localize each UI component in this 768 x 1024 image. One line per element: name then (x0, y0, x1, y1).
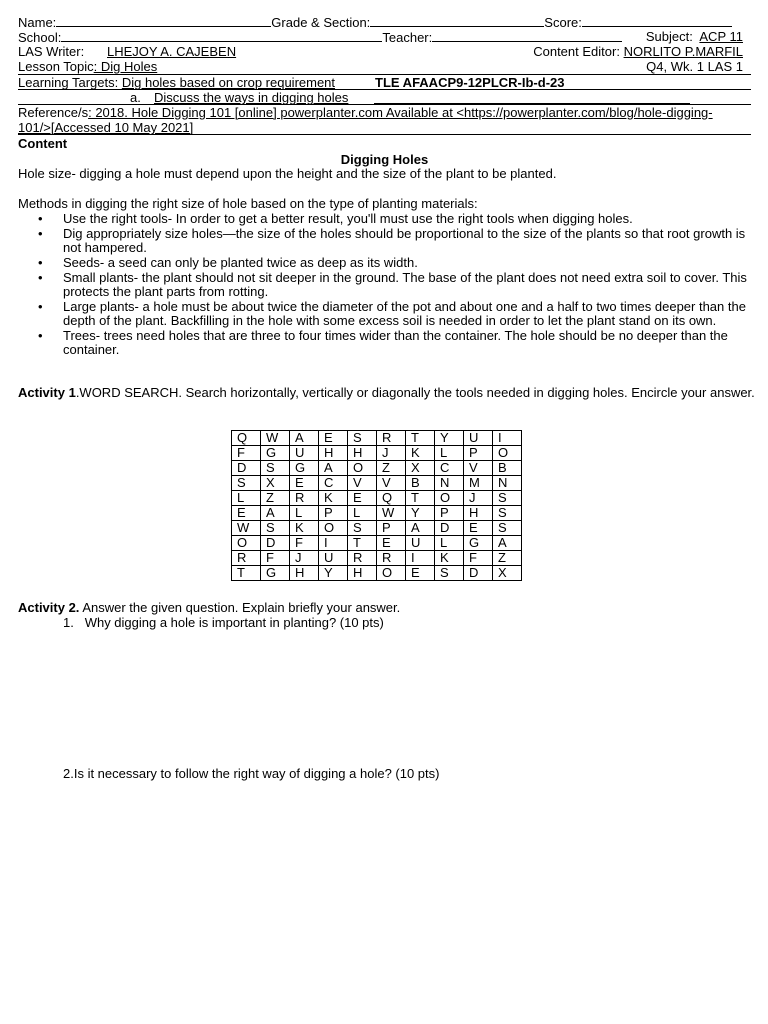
activity-2-label: Activity 2. (18, 600, 80, 615)
grid-row (232, 461, 522, 476)
grid-cell[interactable]: E (319, 431, 348, 446)
competency-code: TLE AFAACP9-12PLCR-Ib-d-23 (375, 75, 565, 90)
grid-row (232, 566, 522, 581)
activity-1-instructions (18, 386, 758, 400)
grid-cell[interactable]: A (290, 431, 319, 446)
grid-cell[interactable]: T (232, 566, 261, 581)
grid-cell[interactable]: P (464, 446, 493, 461)
grid-cell[interactable]: Z (261, 491, 290, 506)
word-search-grid (231, 430, 522, 581)
grid-cell[interactable]: O (493, 446, 522, 461)
grid-cell[interactable]: F (261, 551, 290, 566)
sub-target-text: Discuss the ways in digging holes (154, 90, 349, 105)
grid-cell[interactable]: U (464, 431, 493, 446)
grid-cell[interactable]: Y (406, 506, 435, 521)
grid-cell[interactable]: J (377, 446, 406, 461)
grid-cell[interactable]: Y (319, 566, 348, 581)
grid-cell[interactable]: H (464, 506, 493, 521)
hole-size-text: Hole size- digging a hole must depend upon the height and the size of the plant to be planted. (18, 166, 557, 181)
list-item: • Seeds- a seed can only be planted twice as deep as its width. (63, 256, 753, 270)
grid-cell[interactable]: P (377, 521, 406, 536)
grid-cell[interactable]: E (377, 536, 406, 551)
grid-cell[interactable]: N (493, 476, 522, 491)
grid-cell[interactable]: T (348, 536, 377, 551)
activity-2-instructions (18, 601, 753, 615)
activity-1-text: .WORD SEARCH. Search horizontally, vertically or diagonally the tools needed in digging holes. Encircle your answer. (75, 385, 755, 400)
question-1-number: 1. (63, 615, 74, 630)
grid-cell[interactable]: D (261, 536, 290, 551)
grid-cell[interactable]: E (290, 476, 319, 491)
grid-cell[interactable]: D (464, 566, 493, 581)
lesson-topic-value: : Dig Holes (93, 59, 158, 74)
learning-targets-value: Dig holes based on crop requirement (121, 75, 336, 90)
header-row-2 (18, 29, 751, 44)
grid-cell[interactable]: M (464, 476, 493, 491)
grade-section-field[interactable] (370, 14, 544, 27)
grid-cell[interactable]: I (406, 551, 435, 566)
grid-cell[interactable]: S (232, 476, 261, 491)
grid-cell[interactable]: E (348, 491, 377, 506)
activity-2-text: Answer the given question. Explain briefly your answer. (79, 600, 401, 615)
sub-target-line (374, 91, 690, 104)
grid-cell[interactable]: A (493, 536, 522, 551)
name-label: Name: (18, 15, 57, 30)
grid-cell[interactable]: R (232, 551, 261, 566)
grid-cell[interactable]: F (232, 446, 261, 461)
content-heading: Content (18, 136, 68, 151)
grid-row (232, 476, 522, 491)
grid-cell[interactable]: S (493, 521, 522, 536)
list-item: • Trees- trees need holes that are three to four times wider than the container. The hole should be no deeper than the container. (63, 329, 753, 357)
grid-cell[interactable]: G (261, 566, 290, 581)
grid-cell[interactable]: X (406, 461, 435, 476)
grid-cell[interactable]: U (406, 536, 435, 551)
grid-cell[interactable]: V (377, 476, 406, 491)
list-item: • Large plants- a hole must be about twice the diameter of the pot and about one and a half to two times deeper than the depth of the plant. Backfilling in the hole with some excess soil is needed in order to let the plant stand on its own. (63, 300, 753, 328)
grid-cell[interactable]: R (377, 551, 406, 566)
header-row-3 (18, 44, 751, 59)
grid-cell[interactable]: F (290, 536, 319, 551)
grid-cell[interactable]: X (261, 476, 290, 491)
grid-cell[interactable]: O (377, 566, 406, 581)
grid-cell[interactable]: S (493, 506, 522, 521)
grid-cell[interactable]: W (261, 431, 290, 446)
grid-cell[interactable]: L (348, 506, 377, 521)
grid-cell[interactable]: H (348, 446, 377, 461)
subject-value: ACP 11 (699, 29, 743, 44)
grid-cell[interactable]: B (493, 461, 522, 476)
subject-label: Subject: (645, 29, 693, 44)
grid-cell[interactable]: G (464, 536, 493, 551)
grid-cell[interactable]: H (290, 566, 319, 581)
grid-cell[interactable]: D (232, 461, 261, 476)
grid-cell[interactable]: L (435, 446, 464, 461)
question-1 (63, 616, 663, 630)
school-label: School: (18, 30, 62, 45)
grid-cell[interactable]: G (290, 461, 319, 476)
reference-line-1 (18, 105, 751, 120)
grid-cell[interactable]: L (290, 506, 319, 521)
grid-cell[interactable]: T (406, 431, 435, 446)
quarter-week: Q4, Wk. 1 LAS 1 (646, 59, 743, 74)
grid-cell[interactable]: K (319, 491, 348, 506)
header-row-5 (18, 75, 751, 90)
grid-cell[interactable]: B (406, 476, 435, 491)
grid-cell[interactable]: S (348, 521, 377, 536)
grid-cell[interactable]: O (348, 461, 377, 476)
header-row-6 (18, 90, 751, 105)
score-label: Score: (544, 15, 582, 30)
grade-section-label: Grade & Section: (271, 15, 371, 30)
teacher-label: Teacher: (382, 30, 433, 45)
grid-cell[interactable]: S (261, 521, 290, 536)
sub-target-letter: a. (130, 90, 141, 105)
grid-cell[interactable]: I (319, 536, 348, 551)
las-writer-label: LAS Writer: (18, 44, 85, 59)
grid-cell[interactable]: O (319, 521, 348, 536)
grid-cell[interactable]: S (493, 491, 522, 506)
grid-cell[interactable]: D (435, 521, 464, 536)
reference-line-2 (18, 120, 751, 135)
content-editor-label: Content Editor: (533, 44, 620, 59)
grid-row (232, 446, 522, 461)
grid-cell[interactable]: O (232, 536, 261, 551)
grid-cell[interactable]: C (319, 476, 348, 491)
activity-1-label: Activity 1 (18, 385, 76, 400)
grid-cell[interactable]: E (406, 566, 435, 581)
grid-cell[interactable]: F (464, 551, 493, 566)
grid-row (232, 536, 522, 551)
grid-cell[interactable]: P (435, 506, 464, 521)
grid-cell[interactable]: O (435, 491, 464, 506)
learning-targets-label: Learning Targets: (18, 75, 119, 90)
grid-cell[interactable]: I (493, 431, 522, 446)
grid-cell[interactable]: R (377, 431, 406, 446)
grid-cell[interactable]: Q (232, 431, 261, 446)
grid-cell[interactable]: U (290, 446, 319, 461)
grid-cell[interactable]: S (435, 566, 464, 581)
lesson-topic-label: Lesson Topic (18, 59, 94, 74)
grid-cell[interactable]: R (348, 551, 377, 566)
grid-cell[interactable]: T (406, 491, 435, 506)
grid-cell[interactable]: C (435, 461, 464, 476)
grid-cell[interactable]: K (406, 446, 435, 461)
grid-cell[interactable]: E (464, 521, 493, 536)
question-2: 2.Is it necessary to follow the right way of digging a hole? (10 pts) (63, 766, 440, 781)
teacher-field[interactable] (432, 29, 622, 42)
grid-cell[interactable]: V (348, 476, 377, 491)
score-field[interactable] (582, 14, 732, 27)
grid-cell[interactable]: W (377, 506, 406, 521)
grid-cell[interactable]: J (290, 551, 319, 566)
list-item: • Dig appropriately size holes—the size of the holes should be proportional to the size of the plants so that root growth is not hampered. (63, 227, 753, 255)
grid-row (232, 521, 522, 536)
school-field[interactable] (61, 29, 382, 42)
divider (18, 134, 751, 135)
grid-cell[interactable]: K (290, 521, 319, 536)
header-row-4 (18, 59, 751, 74)
name-field[interactable] (56, 14, 271, 27)
grid-cell[interactable]: W (232, 521, 261, 536)
grid-cell[interactable]: S (261, 461, 290, 476)
grid-cell[interactable]: P (319, 506, 348, 521)
content-editor (533, 44, 743, 59)
grid-cell[interactable]: U (319, 551, 348, 566)
reference-label: Reference/s (18, 105, 89, 120)
grid-cell[interactable]: X (493, 566, 522, 581)
methods-intro: Methods in digging the right size of hole based on the type of planting materials: (18, 196, 478, 211)
grid-row (232, 431, 522, 446)
grid-cell[interactable]: V (464, 461, 493, 476)
content-editor-value: NORLITO P.MARFIL (623, 44, 743, 59)
grid-cell[interactable]: H (348, 566, 377, 581)
grid-cell[interactable]: A (319, 461, 348, 476)
grid-cell[interactable]: E (232, 506, 261, 521)
grid-cell[interactable]: L (232, 491, 261, 506)
header-row-1 (18, 14, 751, 29)
las-writer-value: LHEJOY A. CAJEBEN (107, 44, 237, 59)
grid-cell[interactable]: Y (435, 431, 464, 446)
grid-row (232, 491, 522, 506)
subject (646, 29, 743, 44)
grid-cell[interactable]: A (406, 521, 435, 536)
question-1-text: Why digging a hole is important in planting? (10 pts) (84, 615, 384, 630)
grid-row (232, 551, 522, 566)
methods-list (18, 212, 753, 357)
grid-cell[interactable]: K (435, 551, 464, 566)
reference-text-2: 101/>[Accessed 10 May 2021] (18, 120, 194, 135)
grid-cell[interactable]: R (290, 491, 319, 506)
grid-cell[interactable]: H (319, 446, 348, 461)
grid-cell[interactable]: A (261, 506, 290, 521)
grid-cell[interactable]: N (435, 476, 464, 491)
grid-cell[interactable]: J (464, 491, 493, 506)
reference-text-1: : 2018. Hole Digging 101 [online] powerplanter.com Available at <https://powerplanter.com/blog/hole-digging- (88, 105, 713, 120)
list-item: • Use the right tools- In order to get a better result, you'll must use the right tools when digging holes. (63, 212, 753, 226)
list-item: • Small plants- the plant should not sit deeper in the ground. The base of the plant does not need extra soil to cover. This protects the plant parts from rotting. (63, 271, 753, 299)
content-title: Digging Holes (340, 152, 429, 167)
grid-cell[interactable]: Z (377, 461, 406, 476)
grid-cell[interactable]: Q (377, 491, 406, 506)
grid-cell[interactable]: G (261, 446, 290, 461)
grid-cell[interactable]: L (435, 536, 464, 551)
grid-cell[interactable]: Z (493, 551, 522, 566)
grid-cell[interactable]: S (348, 431, 377, 446)
grid-row (232, 506, 522, 521)
